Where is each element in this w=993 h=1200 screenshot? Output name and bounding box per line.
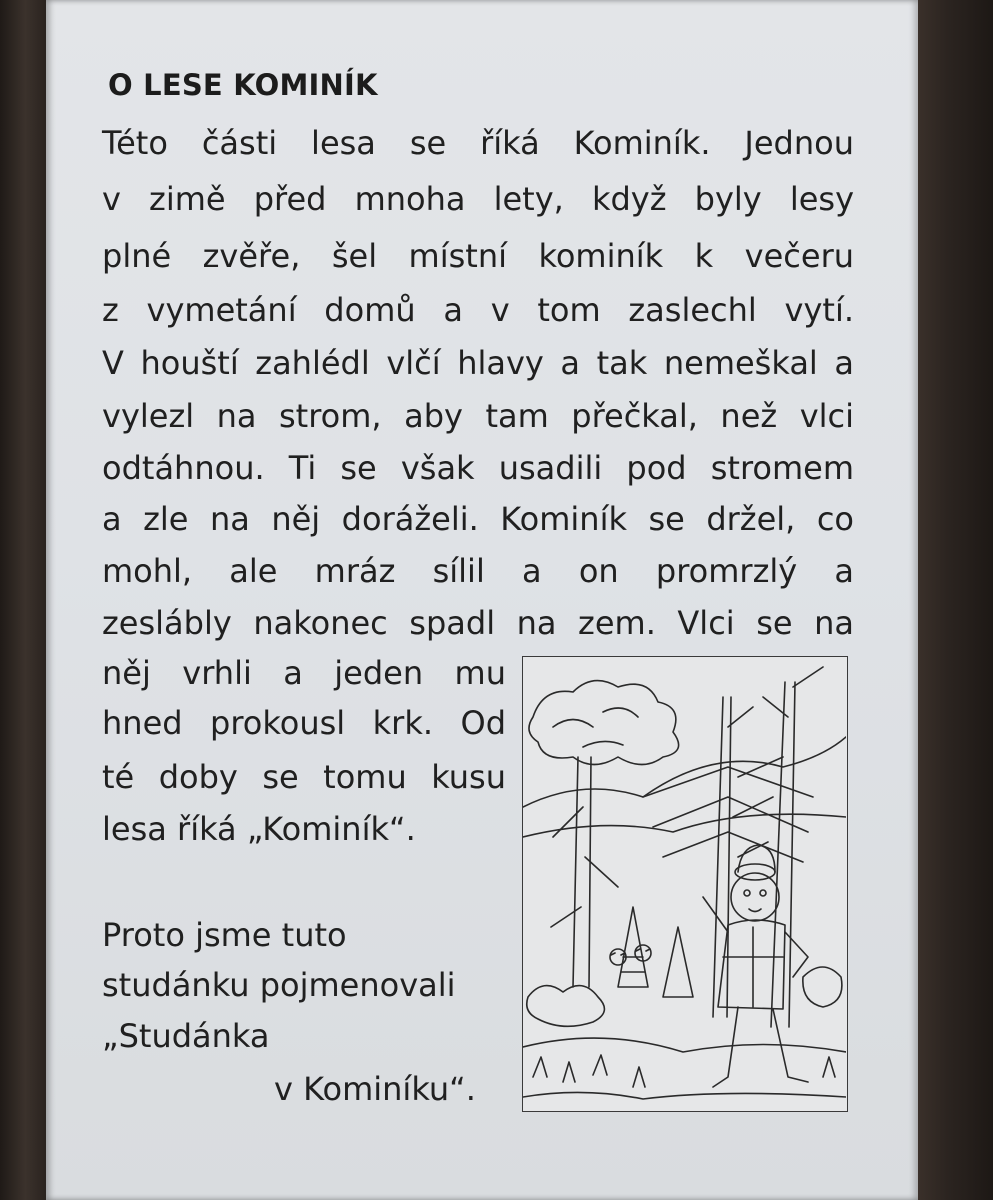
closing-line: „Studánka xyxy=(102,1017,270,1055)
chimney-sweep-in-forest-drawing xyxy=(522,656,848,1112)
story-line: hned prokousl krk. Od xyxy=(102,704,506,742)
story-line: v zimě před mnoha lety, když byly lesy xyxy=(102,180,854,218)
story-line: z vymetání domů a v tom zaslechl vytí. xyxy=(102,291,854,329)
wooden-frame-right xyxy=(918,0,993,1200)
info-board xyxy=(46,0,918,1200)
story-line: zeslábly nakonec spadl na zem. Vlci se na xyxy=(102,604,854,642)
story-line: V houští zahlédl vlčí hlavy a tak nemeškal a xyxy=(102,344,854,382)
story-line: Této části lesa se říká Kominík. Jednou xyxy=(102,124,854,162)
sign-title: O LESE KOMINÍK xyxy=(108,68,378,102)
story-line: mohl, ale mráz sílil a on promrzlý a xyxy=(102,552,854,590)
story-line: té doby se tomu kusu xyxy=(102,758,506,796)
story-line: vylezl na strom, aby tam přečkal, než vlci xyxy=(102,397,854,435)
closing-line: Proto jsme tuto xyxy=(102,916,347,954)
story-line: něj vrhli a jeden mu xyxy=(102,654,506,692)
closing-line: v Kominíku“. xyxy=(274,1070,476,1108)
wooden-frame-left xyxy=(0,0,46,1200)
story-line: odtáhnou. Ti se však usadili pod stromem xyxy=(102,449,854,487)
story-line: lesa říká „Kominík“. xyxy=(102,810,416,848)
closing-line: studánku pojmenovali xyxy=(102,966,456,1004)
story-line: a zle na něj doráželi. Kominík se držel, co xyxy=(102,500,854,538)
story-line: plné zvěře, šel místní kominík k večeru xyxy=(102,237,854,275)
